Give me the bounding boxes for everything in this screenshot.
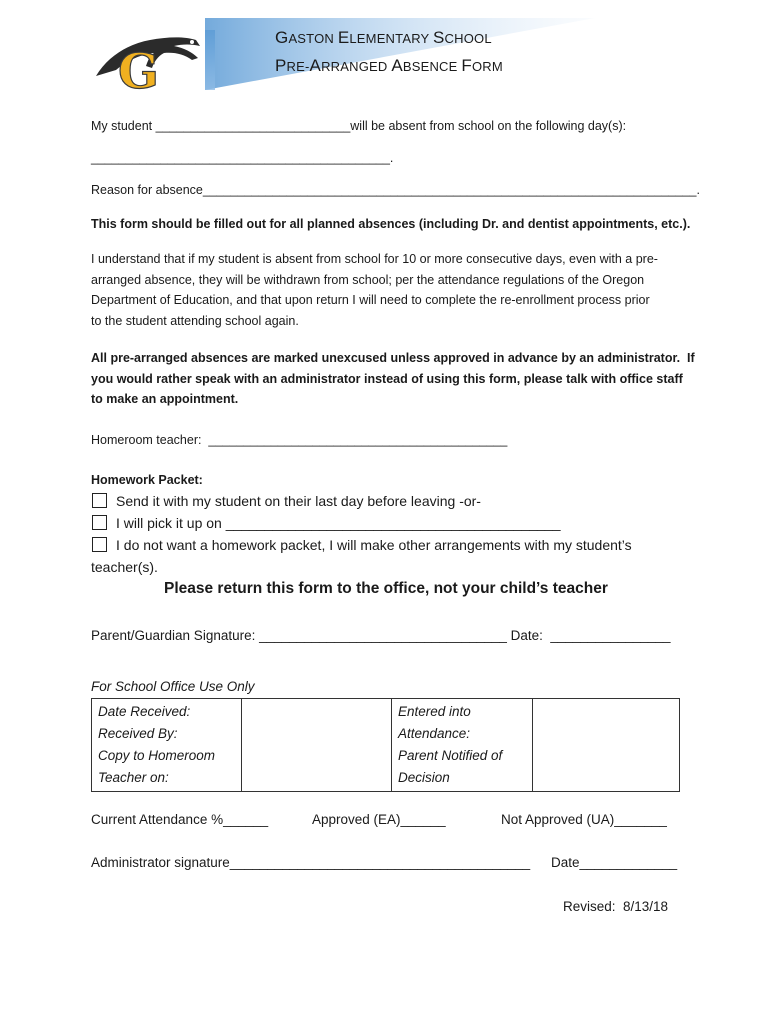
reason-line[interactable]: Reason for absence_______________________________________________________________________.: [91, 183, 700, 197]
homework-option-send-label: Send it with my student on their last day before leaving -or-: [116, 493, 481, 509]
planned-absence-note: This form should be filled out for all planned absences (including Dr. and dentist appointments, etc.).: [91, 217, 691, 231]
return-form-note: Please return this form to the office, not your child’s teacher: [164, 580, 608, 597]
student-line[interactable]: My student ____________________________will be absent from school on the following day(s):: [91, 119, 627, 133]
logo-letter: G: [118, 44, 159, 94]
unexcused-paragraph: All pre-arranged absences are marked unexcused unless approved in advance by an administrator. If you would rather speak with an administrator instead of using this form, please talk with office staff to make an appointment.: [91, 351, 695, 406]
administrator-date-line[interactable]: Date_____________: [551, 855, 678, 870]
parent-signature-line[interactable]: Parent/Guardian Signature: _________________________________ Date: ________________: [91, 628, 671, 643]
office-right-values[interactable]: [533, 699, 680, 792]
office-right-labels: Entered into Attendance: Parent Notified of Decision: [392, 699, 533, 792]
administrator-signature-line[interactable]: Administrator signature________________________________________: [91, 855, 531, 870]
withdrawal-paragraph: I understand that if my student is absent from school for 10 or more consecutive days, even with a pre- arranged absence, they will be withdrawn from school; per the attendance regulations of the Oregon Department of Education, and that upon return I will need to complete the re-enrollment process prior to the student attending school again.: [91, 252, 658, 328]
homework-packet-heading: Homework Packet:: [91, 473, 203, 487]
title-line-1: GASTON ELEMENTARY SCHOOL: [275, 28, 492, 47]
school-logo: [88, 26, 206, 94]
homework-option-send-checkbox[interactable]: [92, 493, 107, 508]
approved-field[interactable]: Approved (EA)______: [312, 812, 446, 827]
office-left-labels: Date Received: Received By: Copy to Homeroom Teacher on:: [92, 699, 242, 792]
current-attendance-field[interactable]: Current Attendance %______: [91, 812, 269, 827]
header-band-white-overlay: [205, 30, 215, 90]
homework-option-pickup-checkbox[interactable]: [92, 515, 107, 530]
homework-option-pickup-label: I will pick it up on ___________________________________________: [116, 515, 561, 531]
title-line-2: PRE-ARRANGED ABSENCE FORM: [275, 56, 503, 75]
homework-option-none-label: I do not want a homework packet, I will make other arrangements with my student’s: [116, 537, 632, 553]
homework-option-none-label-cont: teacher(s).: [91, 559, 158, 575]
office-use-heading: For School Office Use Only: [91, 679, 255, 694]
not-approved-field[interactable]: Not Approved (UA)_______: [501, 812, 667, 827]
office-left-values[interactable]: [242, 699, 392, 792]
homework-option-none-checkbox[interactable]: [92, 537, 107, 552]
office-use-table: [91, 698, 680, 792]
days-line[interactable]: ___________________________________________.: [91, 151, 394, 165]
revised-date: Revised: 8/13/18: [563, 899, 669, 914]
homeroom-teacher-field[interactable]: Homeroom teacher: ___________________________________________: [91, 433, 508, 447]
